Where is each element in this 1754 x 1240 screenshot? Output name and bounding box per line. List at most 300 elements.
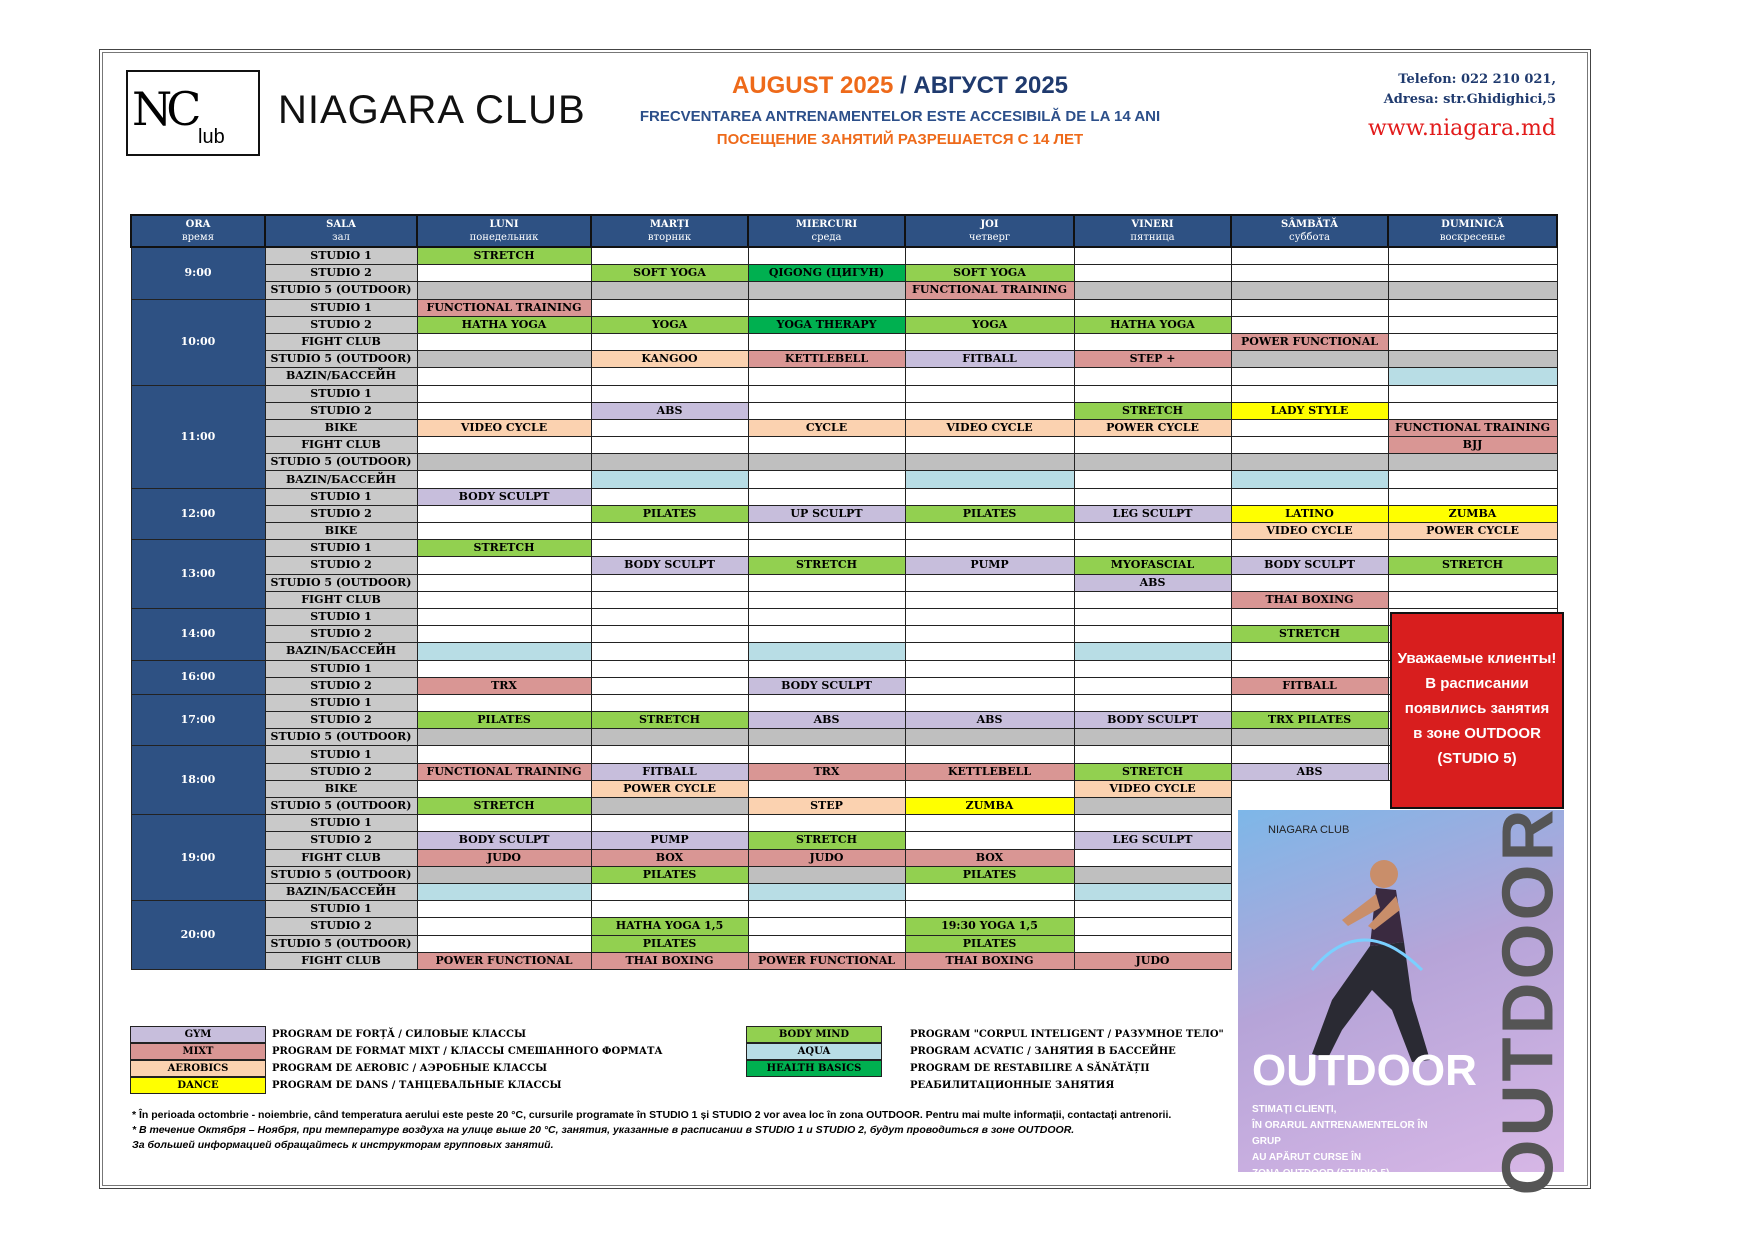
- table-row: [131, 660, 1557, 677]
- class-cell: [748, 780, 905, 797]
- class-cell: [748, 540, 905, 557]
- class-cell: [1388, 316, 1557, 333]
- footnote-ro: * În perioada octombrie - noiembrie, când temperatura aerului este peste 20 °C, cursurile programate în STUDIO 1 și STUDIO 2 vor avea loc în zona OUTDOOR. Pentru mai multe informații, contactați antrenorii.: [132, 1109, 1172, 1121]
- club-logo: [126, 70, 260, 156]
- class-cell: [905, 746, 1074, 763]
- class-cell: QIGONG (ЦИГУН): [748, 265, 905, 282]
- class-cell: [1231, 247, 1388, 265]
- table-row: [131, 557, 1557, 574]
- class-cell: [591, 299, 748, 316]
- room-label: FIGHT CLUB: [265, 591, 417, 608]
- room-label: STUDIO 1: [265, 247, 417, 265]
- class-cell: [1231, 540, 1388, 557]
- class-cell: PILATES: [905, 505, 1074, 522]
- header-label: LUNI: [489, 219, 519, 230]
- website-link[interactable]: www.niagara.md: [1368, 116, 1556, 141]
- class-cell: [1074, 729, 1231, 746]
- class-cell: [591, 540, 748, 557]
- legend-text: PROGRAM DE AEROBIC / АЭРОБНЫЕ КЛАССЫ: [272, 1063, 548, 1074]
- class-cell: [417, 265, 591, 282]
- class-cell: [1074, 247, 1231, 265]
- class-cell: [591, 591, 748, 608]
- class-cell: [591, 333, 748, 350]
- legend-text: PROGRAM DE DANS / ТАНЦЕВАЛЬНЫЕ КЛАССЫ: [272, 1080, 562, 1091]
- title-separator: /: [893, 72, 914, 99]
- poster-vertical-title: [1462, 806, 1569, 1196]
- class-cell: [417, 626, 591, 643]
- class-cell: [905, 901, 1074, 918]
- class-cell: [417, 901, 591, 918]
- header-sublabel: воскресенье: [1439, 232, 1506, 243]
- class-cell: LEG SCULPT: [1074, 832, 1231, 849]
- class-cell: [417, 471, 591, 488]
- time-slot: 9:00: [131, 247, 265, 299]
- class-cell: PILATES: [591, 935, 748, 952]
- class-cell: [748, 643, 905, 660]
- class-cell: BODY SCULPT: [417, 488, 591, 505]
- legend-swatch: GYM: [130, 1026, 266, 1043]
- class-cell: BODY SCULPT: [1231, 557, 1388, 574]
- notice-line: (STUDIO 5): [1437, 750, 1517, 767]
- class-cell: [591, 247, 748, 265]
- class-cell: [1231, 608, 1388, 625]
- class-cell: [905, 780, 1074, 797]
- table-row: [131, 505, 1557, 522]
- class-cell: STRETCH: [1074, 402, 1231, 419]
- time-slot: 16:00: [131, 660, 265, 694]
- class-cell: CYCLE: [748, 419, 905, 436]
- class-cell: BJJ: [1388, 437, 1557, 454]
- legend-text: PROGRAM "CORPUL INTELIGENT / РАЗУМНОЕ ТЕЛО": [910, 1029, 1224, 1040]
- class-cell: [591, 368, 748, 385]
- class-cell: BODY SCULPT: [417, 832, 591, 849]
- class-cell: [417, 523, 591, 540]
- class-cell: [1231, 471, 1388, 488]
- class-cell: [417, 557, 591, 574]
- poster-text-line: ZONA OUTDOOR (STUDIO 5): [1252, 1168, 1390, 1179]
- class-cell: [591, 746, 748, 763]
- room-label: STUDIO 5 (OUTDOOR): [265, 798, 417, 815]
- header-sublabel: пятница: [1130, 232, 1175, 243]
- class-cell: STEP: [748, 798, 905, 815]
- class-cell: [417, 815, 591, 832]
- class-cell: [905, 608, 1074, 625]
- class-cell: FITBALL: [1231, 677, 1388, 694]
- class-cell: [748, 385, 905, 402]
- legend-text: РЕАБИЛИТАЦИОННЫЕ ЗАНЯТИЯ: [910, 1080, 1115, 1091]
- legend-swatch: MIXT: [130, 1043, 266, 1060]
- room-label: BAZIN/БАССЕЙН: [265, 883, 417, 900]
- footnotes: [132, 1108, 1202, 1153]
- room-label: FIGHT CLUB: [265, 849, 417, 866]
- class-cell: BODY SCULPT: [1074, 712, 1231, 729]
- class-cell: FUNCTIONAL TRAINING: [417, 299, 591, 316]
- class-cell: [417, 660, 591, 677]
- class-cell: [748, 901, 905, 918]
- class-cell: [905, 523, 1074, 540]
- class-cell: ABS: [591, 402, 748, 419]
- class-cell: [1074, 815, 1231, 832]
- class-cell: STRETCH: [417, 540, 591, 557]
- class-cell: [417, 643, 591, 660]
- class-cell: [748, 437, 905, 454]
- header-sublabel: среда: [811, 232, 842, 243]
- header-sublabel: суббота: [1288, 232, 1331, 243]
- class-cell: FITBALL: [905, 351, 1074, 368]
- class-cell: [1074, 866, 1231, 883]
- class-cell: [1231, 351, 1388, 368]
- class-cell: [1074, 488, 1231, 505]
- header-label: SÂMBĂTĂ: [1281, 219, 1338, 230]
- class-cell: [1231, 385, 1388, 402]
- class-cell: [1388, 471, 1557, 488]
- class-cell: [1231, 419, 1388, 436]
- room-label: BIKE: [265, 523, 417, 540]
- class-cell: PUMP: [591, 832, 748, 849]
- poster-brand: NIAGARA CLUB: [1268, 824, 1350, 836]
- class-cell: [417, 591, 591, 608]
- class-cell: [905, 368, 1074, 385]
- class-cell: [1388, 454, 1557, 471]
- class-cell: KANGOO: [591, 351, 748, 368]
- class-cell: BOX: [905, 849, 1074, 866]
- class-cell: [1074, 437, 1231, 454]
- class-cell: [1231, 437, 1388, 454]
- class-cell: [1231, 746, 1388, 763]
- header-label: VINERI: [1131, 219, 1174, 230]
- room-label: STUDIO 1: [265, 746, 417, 763]
- table-row: [131, 471, 1557, 488]
- poster-text-line: ÎN ORARUL ANTRENAMENTELOR ÎN GRUP: [1252, 1120, 1428, 1147]
- class-cell: [1388, 385, 1557, 402]
- class-cell: VIDEO CYCLE: [1231, 523, 1388, 540]
- class-cell: [591, 729, 748, 746]
- class-cell: [417, 437, 591, 454]
- class-cell: [591, 385, 748, 402]
- class-cell: BODY SCULPT: [591, 557, 748, 574]
- class-cell: STRETCH: [748, 832, 905, 849]
- class-cell: KETTLEBELL: [905, 763, 1074, 780]
- class-cell: ABS: [748, 712, 905, 729]
- class-cell: [1231, 729, 1388, 746]
- room-label: STUDIO 2: [265, 712, 417, 729]
- table-row: [131, 437, 1557, 454]
- class-cell: TRX: [748, 763, 905, 780]
- class-cell: [417, 574, 591, 591]
- outdoor-poster: [1238, 806, 1569, 1196]
- table-row: [131, 780, 1557, 797]
- class-cell: [905, 883, 1074, 900]
- class-cell: [591, 626, 748, 643]
- class-cell: [591, 523, 748, 540]
- time-slot: 17:00: [131, 694, 265, 746]
- room-label: STUDIO 1: [265, 608, 417, 625]
- class-cell: [1074, 540, 1231, 557]
- class-cell: [1074, 626, 1231, 643]
- class-cell: KETTLEBELL: [748, 351, 905, 368]
- class-cell: BOX: [591, 849, 748, 866]
- class-cell: [1074, 471, 1231, 488]
- class-cell: [748, 523, 905, 540]
- poster-text-line: AU APĂRUT CURSE ÎN: [1252, 1152, 1362, 1163]
- class-cell: YOGA THERAPY: [748, 316, 905, 333]
- class-cell: [1388, 299, 1557, 316]
- class-cell: [1231, 282, 1388, 299]
- contact-info: [1384, 70, 1556, 110]
- class-cell: [1074, 798, 1231, 815]
- class-cell: [1074, 660, 1231, 677]
- class-cell: [591, 471, 748, 488]
- class-cell: STEP +: [1074, 351, 1231, 368]
- notice-line: появились занятия: [1404, 700, 1550, 717]
- header-ora: [131, 215, 265, 247]
- class-cell: [591, 815, 748, 832]
- class-cell: [1388, 265, 1557, 282]
- class-cell: YOGA: [591, 316, 748, 333]
- header-sublabel: время: [181, 232, 215, 243]
- class-cell: [1388, 574, 1557, 591]
- class-cell: [1074, 901, 1231, 918]
- class-cell: [1074, 694, 1231, 711]
- class-cell: [591, 883, 748, 900]
- class-cell: [905, 591, 1074, 608]
- time-slot: 14:00: [131, 608, 265, 660]
- class-cell: [1231, 299, 1388, 316]
- class-cell: [905, 437, 1074, 454]
- class-cell: LADY STYLE: [1231, 402, 1388, 419]
- class-cell: [1074, 591, 1231, 608]
- class-cell: MYOFASCIAL: [1074, 557, 1231, 574]
- class-cell: STRETCH: [1231, 626, 1388, 643]
- class-cell: [1388, 368, 1557, 385]
- notice-line: Уважаемые клиенты!: [1397, 650, 1557, 667]
- class-cell: HATHA YOGA: [417, 316, 591, 333]
- class-cell: [748, 488, 905, 505]
- legend-swatch: AEROBICS: [130, 1060, 266, 1077]
- class-cell: [905, 643, 1074, 660]
- class-cell: [417, 918, 591, 935]
- class-cell: [748, 574, 905, 591]
- table-row: [131, 333, 1557, 350]
- class-cell: [591, 437, 748, 454]
- class-cell: [748, 471, 905, 488]
- time-slot: 18:00: [131, 746, 265, 815]
- class-cell: FUNCTIONAL TRAINING: [1388, 419, 1557, 436]
- room-label: STUDIO 2: [265, 505, 417, 522]
- class-cell: THAI BOXING: [905, 952, 1074, 969]
- room-label: STUDIO 5 (OUTDOOR): [265, 574, 417, 591]
- class-cell: [1231, 694, 1388, 711]
- time-slot: 12:00: [131, 488, 265, 540]
- class-cell: [748, 299, 905, 316]
- athlete-figure-icon: [1292, 850, 1442, 1070]
- header-marți: [591, 215, 748, 247]
- legend-swatch: AQUA: [746, 1043, 882, 1060]
- table-row: [131, 351, 1557, 368]
- room-label: STUDIO 5 (OUTDOOR): [265, 351, 417, 368]
- legend-text: PROGRAM DE FORȚĂ / СИЛОВЫЕ КЛАССЫ: [272, 1029, 526, 1040]
- room-label: STUDIO 2: [265, 677, 417, 694]
- class-cell: SOFT YOGA: [591, 265, 748, 282]
- room-label: STUDIO 2: [265, 557, 417, 574]
- class-cell: [591, 574, 748, 591]
- class-cell: [748, 918, 905, 935]
- class-cell: STRETCH: [1388, 557, 1557, 574]
- class-cell: THAI BOXING: [1231, 591, 1388, 608]
- subtitle-ro: FRECVENTAREA ANTRENAMENTELOR ESTE ACCESIBILĂ DE LA 14 ANI: [639, 108, 1161, 125]
- class-cell: STRETCH: [417, 247, 591, 265]
- class-cell: [748, 454, 905, 471]
- class-cell: STRETCH: [1074, 763, 1231, 780]
- footnote-ru-contact: За большей информацией обращайтесь к инструкторам групповых занятий.: [132, 1139, 554, 1151]
- time-slot: 10:00: [131, 299, 265, 385]
- class-cell: [748, 247, 905, 265]
- room-label: BAZIN/БАССЕЙН: [265, 368, 417, 385]
- table-row: [131, 677, 1557, 694]
- notice-line: В расписании: [1425, 675, 1529, 692]
- class-cell: [1388, 247, 1557, 265]
- time-slot: 20:00: [131, 901, 265, 970]
- title-ro: AUGUST 2025: [731, 72, 894, 99]
- class-cell: [905, 832, 1074, 849]
- poster-vertical-text: OUTDOOR: [1488, 806, 1569, 1196]
- class-cell: 19:30 YOGA 1,5: [905, 918, 1074, 935]
- class-cell: [748, 694, 905, 711]
- class-cell: [417, 351, 591, 368]
- room-label: STUDIO 2: [265, 763, 417, 780]
- class-cell: [591, 608, 748, 625]
- class-cell: [591, 660, 748, 677]
- class-cell: [417, 883, 591, 900]
- header-label: DUMINICĂ: [1441, 219, 1504, 230]
- class-cell: ABS: [905, 712, 1074, 729]
- class-cell: [417, 780, 591, 797]
- class-cell: [1074, 883, 1231, 900]
- class-cell: [591, 677, 748, 694]
- table-row: [131, 574, 1557, 591]
- table-row: [131, 282, 1557, 299]
- class-cell: PUMP: [905, 557, 1074, 574]
- class-cell: [417, 454, 591, 471]
- class-cell: VIDEO CYCLE: [417, 419, 591, 436]
- class-cell: [1388, 282, 1557, 299]
- legend-text: PROGRAM ACVATIC / ЗАНЯТИЯ В БАССЕЙНЕ: [910, 1046, 1176, 1057]
- class-cell: [1074, 299, 1231, 316]
- room-label: FIGHT CLUB: [265, 333, 417, 350]
- header-label: ORA: [185, 219, 211, 230]
- header-duminică: [1388, 215, 1557, 247]
- class-cell: [591, 798, 748, 815]
- class-cell: [1074, 918, 1231, 935]
- class-cell: [417, 333, 591, 350]
- brand-name: NIAGARA CLUB: [278, 88, 586, 132]
- table-row: [131, 540, 1557, 557]
- class-cell: STRETCH: [591, 712, 748, 729]
- class-cell: [417, 385, 591, 402]
- class-cell: [1388, 540, 1557, 557]
- header-joi: [905, 215, 1074, 247]
- table-row: [131, 712, 1557, 729]
- schedule-header-row: [131, 215, 1557, 247]
- class-cell: ABS: [1231, 763, 1388, 780]
- class-cell: [591, 282, 748, 299]
- table-row: [131, 523, 1557, 540]
- class-cell: [417, 608, 591, 625]
- table-row: [131, 729, 1557, 746]
- class-cell: LEG SCULPT: [1074, 505, 1231, 522]
- class-cell: [748, 368, 905, 385]
- legend-swatch: BODY MIND: [746, 1026, 882, 1043]
- class-cell: [748, 660, 905, 677]
- class-cell: [1074, 608, 1231, 625]
- class-cell: [748, 591, 905, 608]
- class-cell: [1231, 660, 1388, 677]
- table-row: [131, 368, 1557, 385]
- header-luni: [417, 215, 591, 247]
- class-cell: POWER CYCLE: [591, 780, 748, 797]
- class-cell: STRETCH: [748, 557, 905, 574]
- room-label: STUDIO 1: [265, 694, 417, 711]
- footnote-ru: * В течение Октября – Ноября, при температуре воздуха на улице выше 20 °С, занятия, указанные в расписании в STUDIO 1 и STUDIO 2, будут проводиться в зоне OUTDOOR.: [132, 1124, 1075, 1136]
- class-cell: [905, 694, 1074, 711]
- class-cell: YOGA: [905, 316, 1074, 333]
- room-label: STUDIO 1: [265, 901, 417, 918]
- table-row: [131, 385, 1557, 402]
- room-label: BAZIN/БАССЕЙН: [265, 471, 417, 488]
- room-label: STUDIO 2: [265, 626, 417, 643]
- time-slot: 19:00: [131, 815, 265, 901]
- class-cell: [905, 626, 1074, 643]
- class-cell: [591, 488, 748, 505]
- room-label: STUDIO 5 (OUTDOOR): [265, 935, 417, 952]
- class-cell: [748, 626, 905, 643]
- header-label: MIERCURI: [795, 219, 858, 230]
- class-cell: [1074, 265, 1231, 282]
- header-label: MARȚI: [649, 219, 690, 230]
- class-cell: [748, 402, 905, 419]
- table-row: [131, 299, 1557, 316]
- time-slot: 11:00: [131, 385, 265, 488]
- class-cell: [417, 694, 591, 711]
- class-cell: [1388, 402, 1557, 419]
- table-row: [131, 316, 1557, 333]
- class-cell: [1388, 591, 1557, 608]
- class-cell: [417, 729, 591, 746]
- class-cell: [748, 282, 905, 299]
- logo-monogram: NC: [132, 82, 196, 136]
- class-cell: [1231, 265, 1388, 282]
- header-vineri: [1074, 215, 1231, 247]
- class-cell: POWER FUNCTIONAL: [417, 952, 591, 969]
- class-cell: VIDEO CYCLE: [905, 419, 1074, 436]
- class-cell: JUDO: [417, 849, 591, 866]
- room-label: FIGHT CLUB: [265, 952, 417, 969]
- class-cell: [1231, 488, 1388, 505]
- header-sala: [265, 215, 417, 247]
- class-cell: PILATES: [417, 712, 591, 729]
- class-cell: [417, 402, 591, 419]
- room-label: STUDIO 1: [265, 385, 417, 402]
- room-label: STUDIO 1: [265, 299, 417, 316]
- class-cell: [1231, 574, 1388, 591]
- table-row: [131, 626, 1557, 643]
- class-cell: [905, 299, 1074, 316]
- class-cell: [417, 368, 591, 385]
- class-cell: [591, 454, 748, 471]
- room-label: STUDIO 2: [265, 265, 417, 282]
- class-cell: [905, 454, 1074, 471]
- table-row: [131, 746, 1557, 763]
